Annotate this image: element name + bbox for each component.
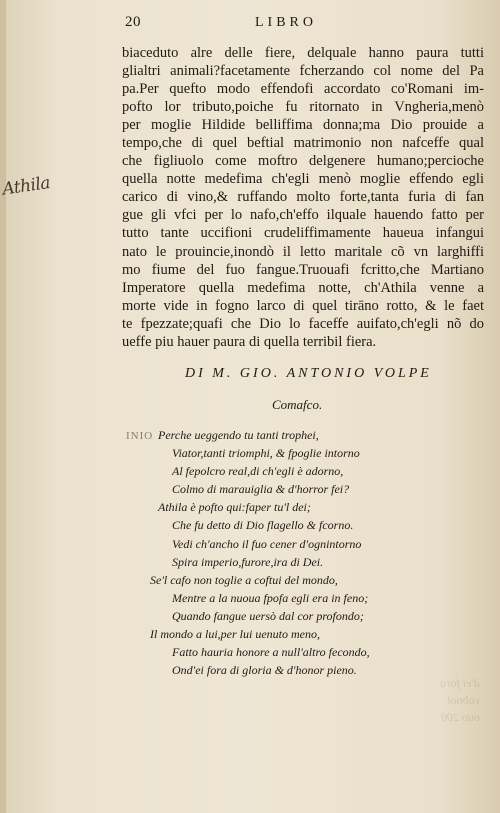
prose-line: biaceduto alre delle fiere, delquale hanno paura tutti: [122, 45, 484, 61]
verse-line: Spira imperio,furore,ira di Dei.: [172, 554, 324, 569]
prose-line: carico di vino,& ruffando molto forte,tanta furia di fan: [122, 189, 484, 206]
verse-line: Ond'ei fora di gloria & d'honor pieno.: [172, 663, 357, 678]
prose-line: per moglie Hildide belliffima donna;ma Dio prouide a: [122, 117, 484, 134]
prose-line: Imperatore quella medefima notte, ch'Athila venne a: [122, 279, 484, 296]
prose-line: pofto lor tributo,poiche fu ritornato in Vngheria,menò: [122, 99, 484, 116]
running-head: LIBRO: [255, 15, 317, 30]
prose-line: tempo,che di quel beftial matrimonio non nafceffe qual: [122, 135, 484, 152]
prose-line: mo fiume del fuo fangue.Truouafi fcritto,che Martiano: [122, 261, 484, 278]
verse-line: Vedi ch'ancho il fuo cener d'ognintorno: [172, 536, 362, 551]
prose-line: glialtri animali?facetamente fcherzando col nome del Pa: [122, 63, 484, 80]
prose-line: che figliuolo come moftro delgenere humano;percioche: [122, 153, 484, 170]
margin-note-text: Athila: [1, 173, 52, 200]
verse-line: Che fu detto di Dio flagello & fcorno.: [172, 518, 354, 533]
prose-line: pa.Per quefto modo effendofi accordato co'Romani im-: [122, 81, 484, 98]
prose-line: nato le prouincie,inondò il letto maritale cõ vn larghiffi: [122, 243, 484, 260]
verse-line: Fatto hauria honore a null'altro fecondo,: [172, 645, 370, 660]
verse-line: Colmo di marauiglia & d'horror fei?: [172, 482, 350, 497]
prose-line: ueffe piu hauer paura di quella terribil fiera.: [122, 333, 377, 350]
verse-line: Athila è pofto qui:faper tu'l dei;: [158, 500, 311, 515]
poem-subheading: Comafco.: [272, 397, 323, 412]
verse-line: Il mondo a lui,per lui uenuto meno,: [150, 627, 320, 642]
verse-line: Se'l cafo non toglie a coftui del mondo,: [150, 572, 338, 587]
poem-heading: DI M. GIO. ANTONIO VOLPE: [185, 366, 432, 381]
page-number: 20: [125, 14, 141, 30]
page-gutter-edge: [0, 0, 6, 813]
show-through-line: vobnol: [447, 693, 480, 707]
show-through-line: d'ei fora: [439, 676, 480, 690]
show-through-text: [370, 675, 480, 765]
verse-line: Quando fangue uersò dal cor profondo;: [172, 608, 364, 623]
verse-line: Al fepolcro real,di ch'egli è adorno,: [172, 464, 344, 479]
prose-line: morte vide in fogno larco di quel tirāno rotto, & le faet: [122, 297, 484, 314]
verse-line: Viator,tanti triomphi, & fpoglie intorno: [172, 446, 360, 461]
handwritten-margin-note: [2, 172, 112, 202]
verse-line: Mentre a la nuoua fpofa egli era in feno;: [172, 590, 369, 605]
show-through-line: ouo 200: [441, 710, 480, 724]
page-header: [125, 14, 480, 34]
prose-line: quella notte medefima ch'egli menò moglie effendo egli: [122, 171, 484, 188]
prose-line: te fpezzate;quafi che Dio lo faceffe auifato,ch'egli nõ do: [122, 315, 484, 332]
poem-verses: [150, 426, 450, 679]
prose-paragraph: [122, 44, 484, 351]
prose-line: gue gli vfci per lo nafo,ch'effo ilquale hauendo fatto per: [122, 207, 484, 224]
bleed-through-mark: INIO: [126, 430, 154, 442]
verse-line: Perche ueggendo tu tanti trophei,: [158, 428, 319, 442]
prose-line: tutto tante uccifioni crudeliffimamente haueua infangui: [122, 225, 484, 242]
